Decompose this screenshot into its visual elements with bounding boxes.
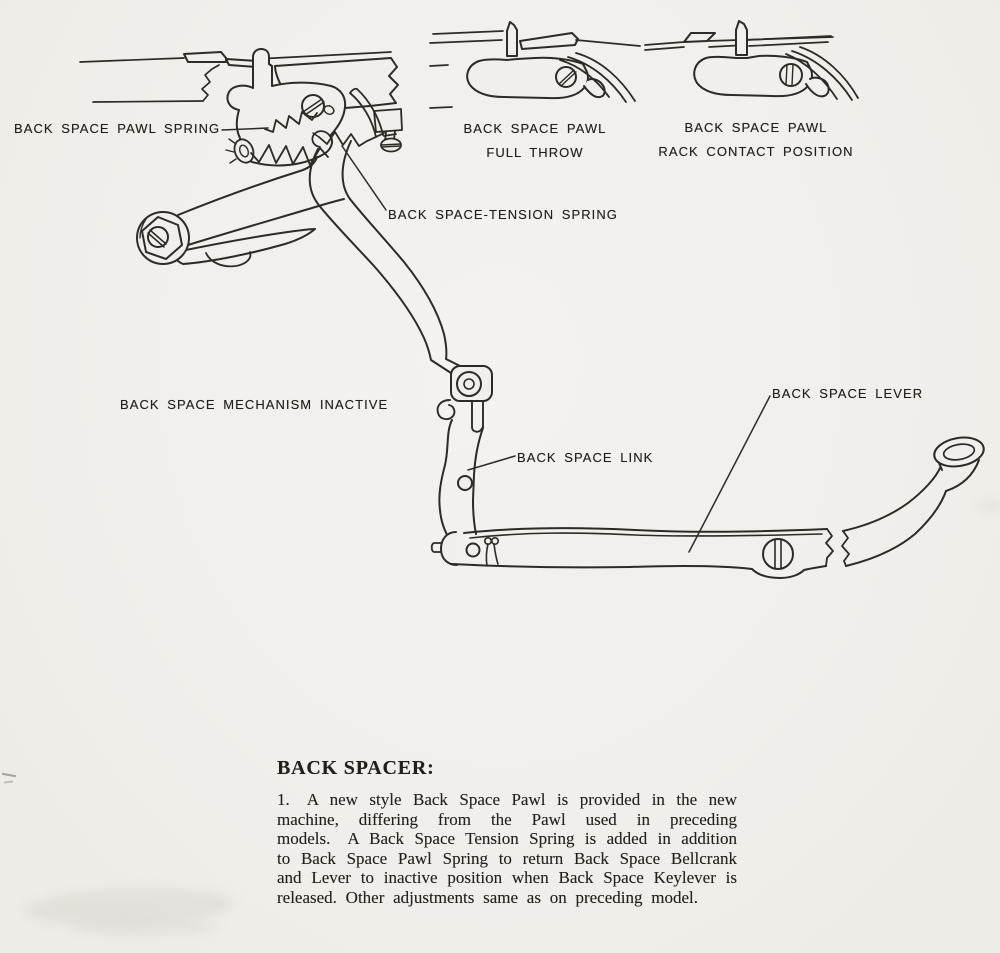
spring-anchor-screw-drawing — [374, 109, 402, 152]
link-label: BACK SPACE LINK — [517, 450, 654, 465]
back-space-link-drawing — [432, 366, 492, 552]
back-space-bellcrank-drawing — [137, 157, 344, 266]
bellcrank-arm-drawing — [310, 141, 462, 373]
full-throw-caption — [430, 117, 640, 165]
lever-right-piece-drawing — [842, 434, 986, 566]
lever-label: BACK SPACE LEVER — [772, 386, 924, 401]
pencil-mark — [4, 781, 13, 784]
rack-contact-caption-line2: RACK CONTACT POSITION — [658, 144, 854, 159]
section-title: BACK SPACER: — [277, 757, 435, 779]
leader-lines — [222, 128, 770, 552]
paper-smudge — [70, 918, 220, 936]
paper-smudge — [24, 884, 235, 929]
leader-line-lever — [689, 396, 770, 552]
full-throw-caption-line2: FULL THROW — [486, 145, 584, 160]
pawl-spring-label: BACK SPACE PAWL SPRING — [14, 121, 221, 136]
full-throw-caption-line1: BACK SPACE PAWL — [463, 121, 607, 136]
rack-contact-inset-drawing — [645, 21, 858, 100]
full-throw-inset-drawing — [430, 22, 640, 108]
lever-screw-drawing — [763, 539, 793, 569]
rack-contact-caption-line1: BACK SPACE PAWL — [684, 120, 828, 135]
leader-line-tension-spring — [342, 146, 386, 210]
rack-contact-caption — [645, 116, 867, 164]
tension-spring-label: BACK SPACE-TENSION SPRING — [388, 207, 618, 222]
frame-lines-drawing — [80, 58, 219, 102]
cotter-pin-drawing — [485, 538, 498, 566]
mechanism-inactive-label: BACK SPACE MECHANISM INACTIVE — [120, 397, 389, 412]
pencil-mark — [2, 773, 16, 777]
keylever-eye-drawing — [932, 434, 986, 491]
back-spacer-section — [277, 757, 737, 907]
section-body-paragraph: 1. A new style Back Space Pawl is provided in the new machine, differing from the Pawl used in preceding models. A Back Space Tension Spring is added in addition to Back Space Pawl Spring to return Back Space Bellcrank and Lever to inactive position when Back Space Keylever is released. Other adjustments same as on preceding model. — [277, 790, 737, 907]
